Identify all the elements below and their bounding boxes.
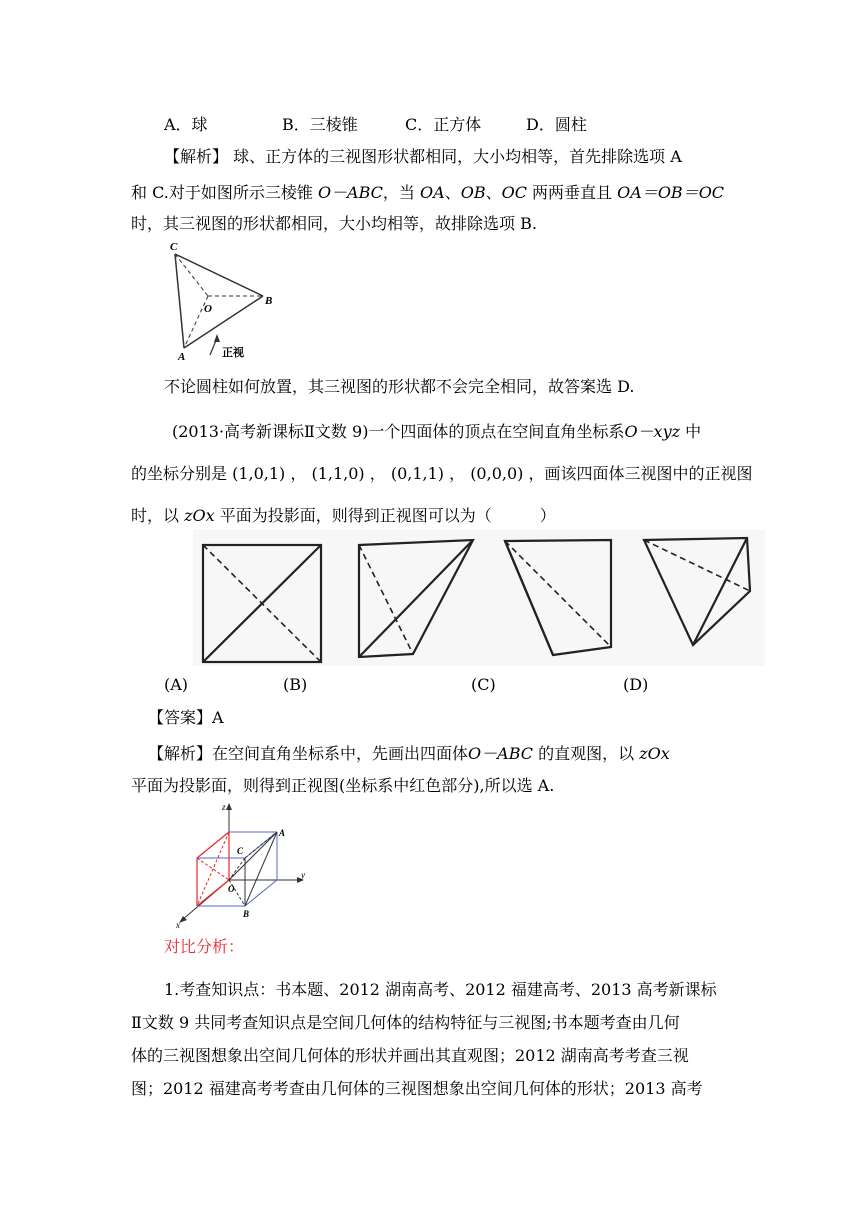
compare-line2: Ⅱ文数 9 共同考查知识点是空间几何体的结构特征与三视图;书本题考查由几何 <box>131 1013 680 1032</box>
text-run: 时，以 <box>131 506 185 525</box>
math-expr: OA＝OB＝OC <box>617 183 725 202</box>
text-run: 的直观图，以 <box>533 744 640 763</box>
fig2-label-a: A <box>279 828 286 838</box>
math-expr: O－ABC <box>468 744 533 763</box>
fig2-label-y: y <box>301 870 305 880</box>
fig2-label-o: O <box>228 884 235 894</box>
choice-label-a: (A) <box>164 675 189 694</box>
compare-line4: 图；2012 福建高考考查由几何体的三视图想象出空间几何体的形状；2013 高考 <box>131 1079 703 1098</box>
fig1-label-o: O <box>204 303 212 315</box>
compare-line3: 体的三视图想象出空间几何体的形状并画出其直观图；2012 湖南高考考查三视 <box>131 1046 689 1065</box>
conclusion-line: 不论圆柱如何放置，其三视图的形状都不会完全相同，故答案选 D. <box>164 377 635 396</box>
math-expr: OA <box>420 183 445 202</box>
analysis1-line2 <box>131 183 731 203</box>
option-d: D．圆柱 <box>526 115 587 134</box>
math-expr: O－xyz <box>624 422 681 441</box>
choice-label-d: (D) <box>623 675 649 694</box>
math-expr: zOx <box>639 744 670 763</box>
fig1-label-b: B <box>265 295 273 307</box>
text-run: 、 <box>444 183 461 202</box>
text-run: ，当 <box>382 183 421 202</box>
fig1-label-a: A <box>178 351 186 363</box>
choice-figures <box>193 530 765 666</box>
fig2-label-z: z <box>222 802 226 812</box>
math-expr: O－ABC <box>317 183 383 202</box>
text-run: 平面为投影面，则得到正视图可以为（ ） <box>214 506 556 525</box>
question-line3 <box>131 506 731 526</box>
analysis2-line1 <box>148 744 748 764</box>
fig1-label-view: 正视 <box>222 346 244 359</box>
text-run: 两两垂直且 <box>526 183 618 202</box>
question-line1 <box>172 422 772 442</box>
question-line2: 的坐标分别是 (1,0,1) ， (1,1,0) ， (0,1,1) ， (0,0,0) ，画该四面体三视图中的正视图 <box>131 464 753 483</box>
analysis1-tag: 【解析】 <box>164 147 229 166</box>
answer-line: 【答案】A <box>148 708 224 727</box>
option-b: B．三棱锥 <box>282 115 358 134</box>
text-run: 【解析】在空间直角坐标系中，先画出四面体 <box>148 744 469 763</box>
text-run: 和 C.对于如图所示三棱锥 <box>131 183 318 202</box>
option-a: A．球 <box>164 115 208 134</box>
analysis2-line2: 平面为投影面，则得到正视图(坐标系中红色部分),所以选 A. <box>131 776 555 795</box>
math-expr: OB <box>460 183 486 202</box>
compare-title: 对比分析： <box>164 937 245 956</box>
analysis1-line1 <box>164 147 764 167</box>
text-run: (2013·高考新课标Ⅱ文数 9)一个四面体的顶点在空间直角坐标系 <box>172 422 625 441</box>
choice-label-b: (B) <box>283 675 308 694</box>
math-expr: zOx <box>184 506 215 525</box>
fig2-label-b: B <box>243 909 250 919</box>
choice-label-c: (C) <box>471 675 496 694</box>
tetrahedron-figure <box>164 238 304 368</box>
fig1-label-c: C <box>170 241 178 253</box>
fig2-label-x: x <box>176 920 180 930</box>
analysis1-text: 球、正方体的三视图形状都相同，大小均相等，首先排除选项 A <box>233 147 682 166</box>
text-run: 中 <box>680 422 702 441</box>
text-run: 、 <box>485 183 502 202</box>
analysis1-line3: 时，其三视图的形状都相同，大小均相等，故排除选项 B. <box>131 214 537 233</box>
option-c: C．正方体 <box>405 115 482 134</box>
math-expr: OC <box>501 183 527 202</box>
fig2-label-c: C <box>237 846 244 856</box>
coordinate-cube-figure <box>170 800 320 930</box>
compare-line1: 1.考查知识点：书本题、2012 湖南高考、2012 福建高考、2013 高考新课标 <box>164 980 717 999</box>
